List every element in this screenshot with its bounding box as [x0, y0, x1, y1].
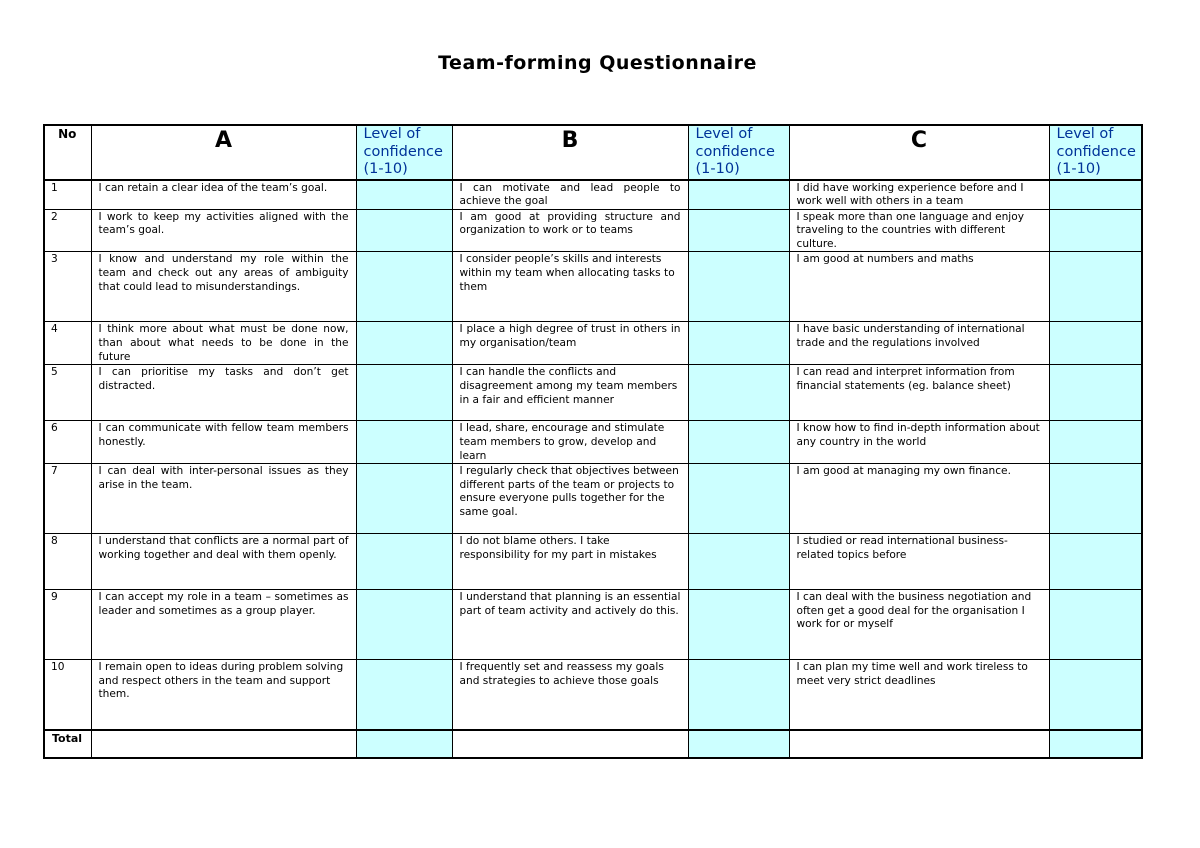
statement-c: I can plan my time well and work tireless to meet very strict deadlines [789, 660, 1049, 730]
confidence-input-c[interactable] [1049, 590, 1142, 660]
table-row [44, 252, 1142, 322]
statement-c: I am good at managing my own finance. [789, 464, 1049, 534]
confidence-input-a[interactable] [356, 180, 452, 210]
table-row [44, 180, 1142, 210]
statement-b: I understand that planning is an essential part of team activity and actively do this. [452, 590, 688, 660]
row-number: 10 [44, 660, 91, 730]
table-row [44, 660, 1142, 730]
row-number: 3 [44, 252, 91, 322]
confidence-input-b[interactable] [688, 209, 789, 252]
row-number: 6 [44, 421, 91, 464]
statement-c: I speak more than one language and enjoy traveling to the countries with different culture. [789, 209, 1049, 252]
table-row [44, 209, 1142, 252]
page-title: Team-forming Questionnaire [438, 52, 757, 74]
statement-a: I remain open to ideas during problem solving and respect others in the team and support them. [91, 660, 356, 730]
total-confidence-a[interactable] [356, 730, 452, 758]
confidence-input-c[interactable] [1049, 421, 1142, 464]
header-confidence-b: Level of confidence (1-10) [688, 125, 789, 180]
statement-b: I can motivate and lead people to achieve the goal [452, 180, 688, 210]
total-label: Total [44, 730, 91, 758]
confidence-input-a[interactable] [356, 322, 452, 365]
total-confidence-b[interactable] [688, 730, 789, 758]
confidence-input-a[interactable] [356, 534, 452, 590]
confidence-input-c[interactable] [1049, 365, 1142, 421]
statement-a: I work to keep my activities aligned with the team’s goal. [91, 209, 356, 252]
confidence-input-b[interactable] [688, 660, 789, 730]
confidence-input-b[interactable] [688, 464, 789, 534]
statement-c: I have basic understanding of international trade and the regulations involved [789, 322, 1049, 365]
table-row [44, 464, 1142, 534]
statement-a: I can retain a clear idea of the team’s goal. [91, 180, 356, 210]
statement-a: I can communicate with fellow team members honestly. [91, 421, 356, 464]
row-number: 8 [44, 534, 91, 590]
confidence-input-c[interactable] [1049, 660, 1142, 730]
statement-c: I know how to find in-depth information about any country in the world [789, 421, 1049, 464]
confidence-input-c[interactable] [1049, 322, 1142, 365]
table-row [44, 322, 1142, 365]
confidence-input-b[interactable] [688, 322, 789, 365]
statement-b: I consider people’s skills and interests within my team when allocating tasks to them [452, 252, 688, 322]
row-number: 1 [44, 180, 91, 210]
statement-c: I did have working experience before and I work well with others in a team [789, 180, 1049, 210]
statement-b: I am good at providing structure and organization to work or to teams [452, 209, 688, 252]
confidence-input-c[interactable] [1049, 252, 1142, 322]
confidence-input-c[interactable] [1049, 464, 1142, 534]
header-no: No [44, 125, 91, 180]
confidence-input-a[interactable] [356, 590, 452, 660]
questionnaire-table [43, 124, 1143, 759]
confidence-input-a[interactable] [356, 365, 452, 421]
header-confidence-a: Level of confidence (1-10) [356, 125, 452, 180]
header-column-b: B [452, 125, 688, 180]
header-column-c: C [789, 125, 1049, 180]
confidence-input-a[interactable] [356, 421, 452, 464]
header-confidence-c: Level of confidence (1-10) [1049, 125, 1142, 180]
total-c[interactable] [789, 730, 1049, 758]
confidence-input-a[interactable] [356, 660, 452, 730]
statement-b: I regularly check that objectives between different parts of the team or projects to ensure everyone pulls together for the same goal. [452, 464, 688, 534]
statement-a: I know and understand my role within the team and check out any areas of ambiguity that could lead to misunderstandings. [91, 252, 356, 322]
header-row [44, 125, 1142, 180]
statement-a: I can accept my role in a team – sometimes as leader and sometimes as a group player. [91, 590, 356, 660]
row-number: 7 [44, 464, 91, 534]
table-row [44, 421, 1142, 464]
statement-a: I can deal with inter-personal issues as they arise in the team. [91, 464, 356, 534]
statement-c: I studied or read international business-related topics before [789, 534, 1049, 590]
total-confidence-c[interactable] [1049, 730, 1142, 758]
statement-c: I am good at numbers and maths [789, 252, 1049, 322]
statement-b: I place a high degree of trust in others in my organisation/team [452, 322, 688, 365]
confidence-input-b[interactable] [688, 180, 789, 210]
confidence-input-a[interactable] [356, 209, 452, 252]
table-row [44, 365, 1142, 421]
total-row [44, 730, 1142, 758]
statement-a: I can prioritise my tasks and don’t get distracted. [91, 365, 356, 421]
confidence-input-c[interactable] [1049, 534, 1142, 590]
statement-c: I can read and interpret information from financial statements (eg. balance sheet) [789, 365, 1049, 421]
confidence-input-c[interactable] [1049, 180, 1142, 210]
header-column-a: A [91, 125, 356, 180]
statement-b: I can handle the conflicts and disagreement among my team members in a fair and efficient manner [452, 365, 688, 421]
total-a[interactable] [91, 730, 356, 758]
statement-a: I understand that conflicts are a normal part of working together and deal with them openly. [91, 534, 356, 590]
row-number: 9 [44, 590, 91, 660]
statement-b: I frequently set and reassess my goals and strategies to achieve those goals [452, 660, 688, 730]
row-number: 4 [44, 322, 91, 365]
statement-b: I lead, share, encourage and stimulate team members to grow, develop and learn [452, 421, 688, 464]
confidence-input-b[interactable] [688, 252, 789, 322]
statement-c: I can deal with the business negotiation and often get a good deal for the organisation I work for or myself [789, 590, 1049, 660]
statement-a: I think more about what must be done now, than about what needs to be done in the future [91, 322, 356, 365]
confidence-input-b[interactable] [688, 365, 789, 421]
confidence-input-b[interactable] [688, 534, 789, 590]
confidence-input-b[interactable] [688, 421, 789, 464]
confidence-input-a[interactable] [356, 464, 452, 534]
total-b[interactable] [452, 730, 688, 758]
confidence-input-c[interactable] [1049, 209, 1142, 252]
row-number: 5 [44, 365, 91, 421]
statement-b: I do not blame others. I take responsibility for my part in mistakes [452, 534, 688, 590]
row-number: 2 [44, 209, 91, 252]
table-row [44, 590, 1142, 660]
confidence-input-b[interactable] [688, 590, 789, 660]
confidence-input-a[interactable] [356, 252, 452, 322]
table-row [44, 534, 1142, 590]
